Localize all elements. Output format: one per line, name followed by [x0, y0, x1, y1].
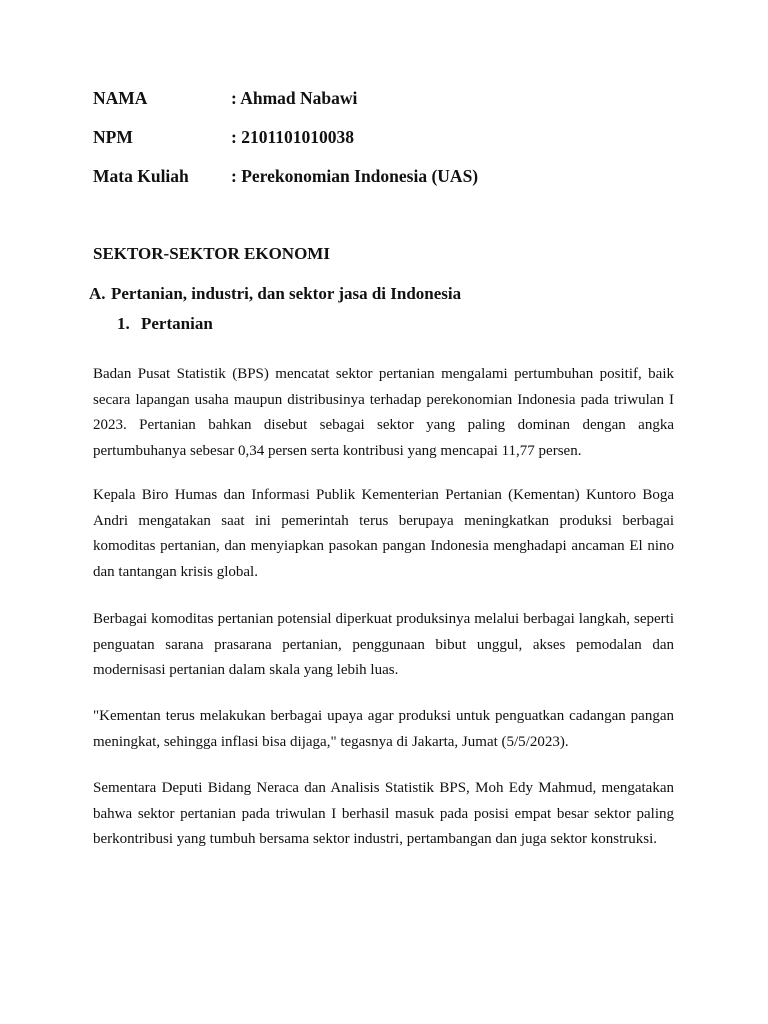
- course-label: Mata Kuliah: [93, 166, 189, 186]
- info-row-name: [93, 87, 357, 109]
- name-value: : Ahmad Nabawi: [231, 88, 358, 108]
- name-label: NAMA: [93, 88, 148, 108]
- npm-value: : 2101101010038: [231, 127, 354, 147]
- paragraph: Kepala Biro Humas dan Informasi Publik Kementerian Pertanian (Kementan) Kuntoro Boga Andri mengatakan saat ini pemerintah terus berupaya meningkatkan produksi berbagai komoditas pertanian, dan menyiapkan pasokan pangan Indonesia menghadapi ancaman El nino dan tantangan krisis global.: [93, 487, 674, 580]
- section-heading: [89, 283, 461, 305]
- subsection-marker: 1.: [117, 314, 130, 333]
- paragraph: Badan Pusat Statistik (BPS) mencatat sektor pertanian mengalami pertumbuhan positif, baik secara lapangan usaha maupun distribusinya terhadap perekonomian Indonesia pada triwulan I 2023. Pertanian bahkan disebut sebagai sektor yang paling dominan dengan angka pertumbuhanya sebesar 0,34 persen serta kontribusi yang mencapai 11,77 persen.: [93, 366, 674, 459]
- info-row-npm: [93, 126, 354, 148]
- npm-label: NPM: [93, 127, 133, 147]
- info-row-course: [93, 165, 478, 187]
- paragraph: "Kementan terus melakukan berbagai upaya agar produksi untuk penguatkan cadangan pangan meningkat, sehingga inflasi bisa dijaga," tegasnya di Jakarta, Jumat (5/5/2023).: [93, 708, 674, 750]
- subsection-title: Pertanian: [141, 314, 213, 333]
- subsection-heading: [117, 313, 213, 335]
- paragraph: Sementara Deputi Bidang Neraca dan Analisis Statistik BPS, Moh Edy Mahmud, mengatakan bahwa sektor pertanian pada triwulan I berhasil masuk pada posisi empat besar sektor paling berkontribusi yang tumbuh bersama sektor industri, pertambangan dan juga sektor konstruksi.: [93, 780, 674, 848]
- section-title: Pertanian, industri, dan sektor jasa di Indonesia: [111, 284, 462, 303]
- course-value: : Perekonomian Indonesia (UAS): [231, 166, 479, 186]
- section-marker: A.: [89, 284, 106, 303]
- document-title: SEKTOR-SEKTOR EKONOMI: [93, 244, 330, 263]
- paragraph: Berbagai komoditas pertanian potensial diperkuat produksinya melalui berbagai langkah, seperti penguatan sarana prasarana pertanian, penggunaan bibut unggul, akses pemodalan dan modernisasi pertanian dalam skala yang lebih luas.: [93, 611, 674, 679]
